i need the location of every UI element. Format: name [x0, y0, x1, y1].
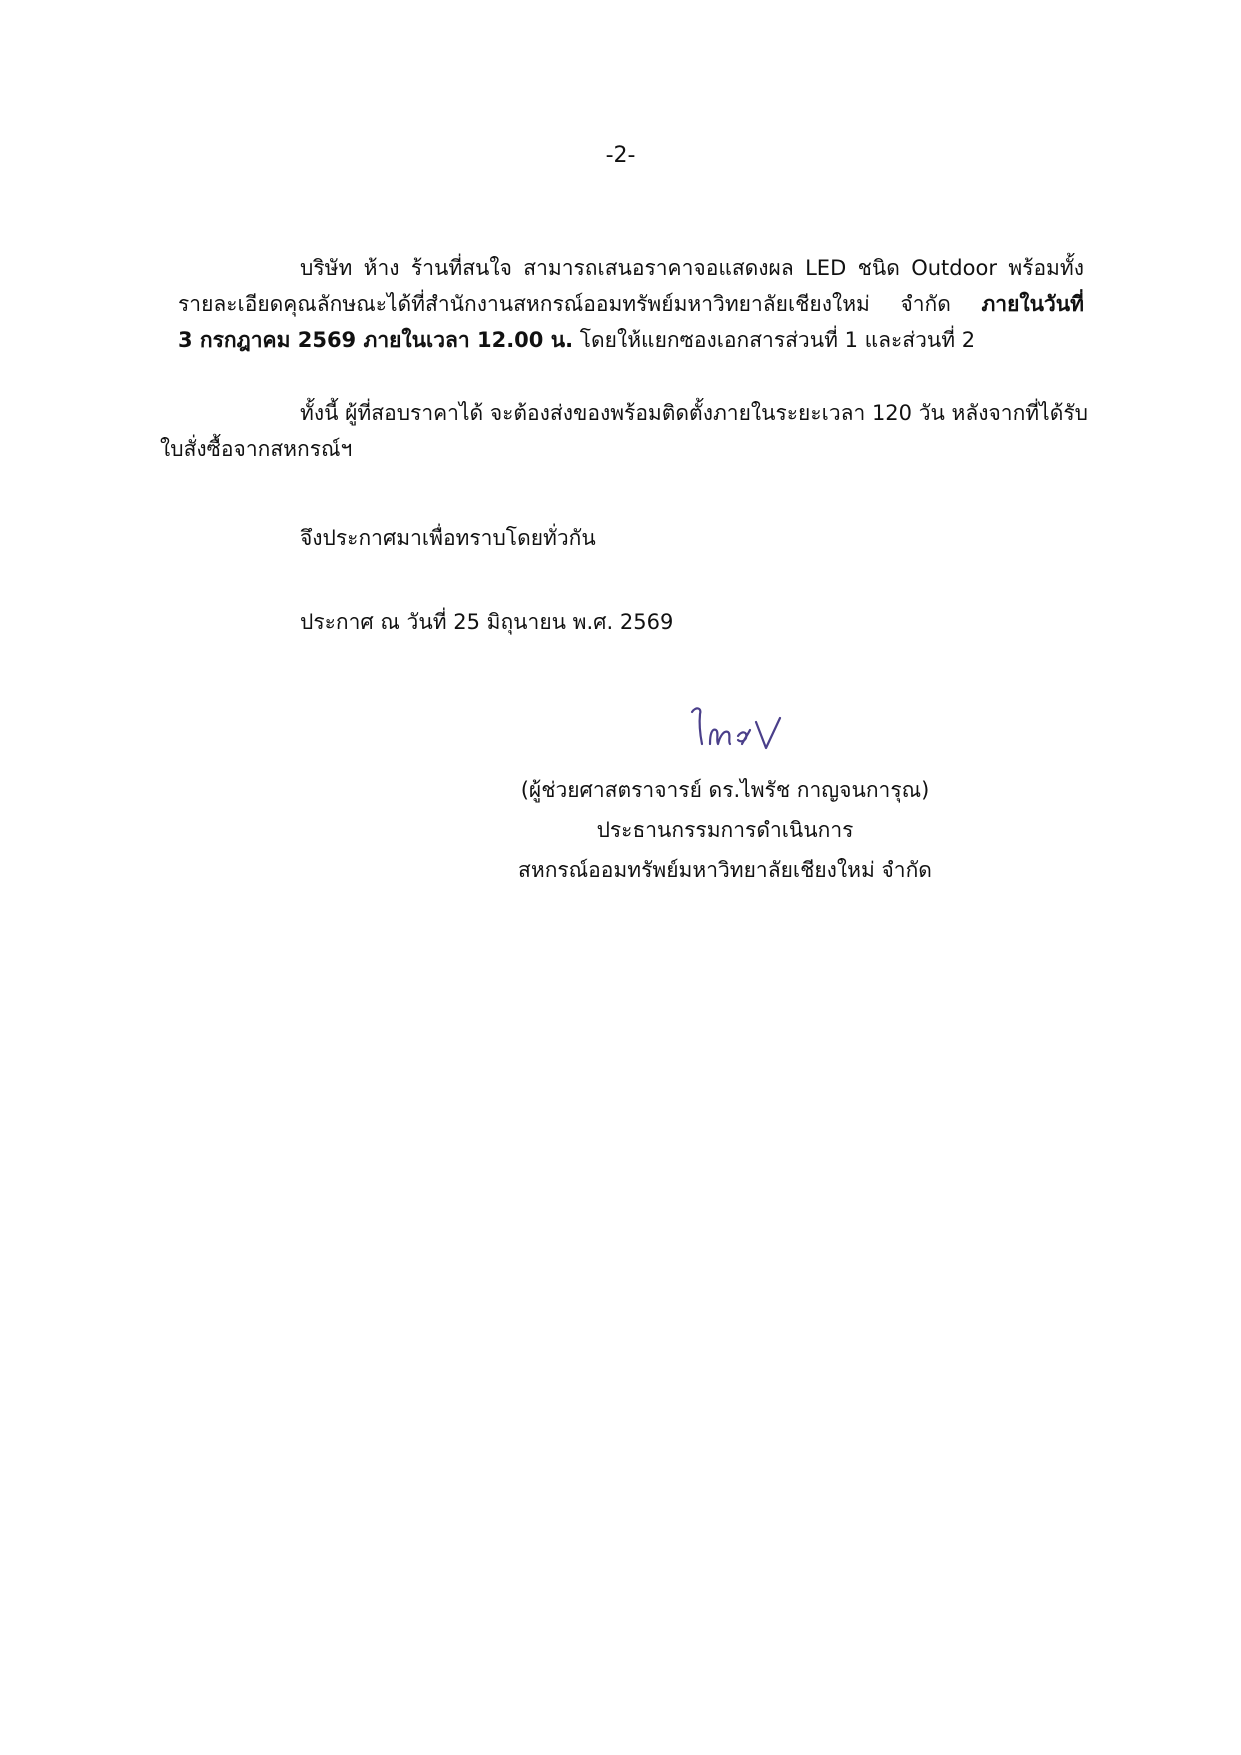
signer-organization: สหกรณ์ออมทรัพย์มหาวิทยาลัยเชียงใหม่ จำกัด — [518, 858, 932, 882]
deadline-date-text: 3 กรกฎาคม 2569 ภายในเวลา 12.00 น. — [178, 328, 574, 352]
deadline-text: ภายในวันที่ — [981, 292, 1084, 316]
paragraph-delivery-terms — [160, 395, 1088, 467]
paragraph-line — [178, 322, 1084, 358]
page-number: -2- — [605, 143, 636, 168]
paragraph-text: รายละเอียดคุณลักษณะได้ที่สำนักงานสหกรณ์ออมทรัพย์มหาวิทยาลัยเชียงใหม่ จำกัด — [178, 292, 982, 316]
signer-position: ประธานกรรมการดำเนินการ — [596, 818, 854, 842]
paragraph-line — [178, 286, 1084, 322]
paragraph-line: บริษัท ห้าง ร้านที่สนใจ สามารถเสนอราคาจอแสดงผล LED ชนิด Outdoor พร้อมทั้ง — [300, 256, 1084, 280]
paragraph-line: ทั้งนี้ ผู้ที่สอบราคาได้ จะต้องส่งของพร้อมติดตั้งภายในระยะเวลา 120 วัน หลังจากที่ได้รับ — [300, 401, 1088, 425]
handwritten-signature — [686, 700, 796, 760]
announcement-date: ประกาศ ณ วันที่ 25 มิถุนายน พ.ศ. 2569 — [300, 610, 674, 634]
paragraph-submission-details — [178, 250, 1084, 358]
paragraph-text: โดยให้แยกซองเอกสารส่วนที่ 1 และส่วนที่ 2 — [573, 328, 976, 352]
signer-block — [500, 770, 950, 890]
announcement-text: จึงประกาศมาเพื่อทราบโดยทั่วกัน — [300, 526, 596, 550]
paragraph-line: ใบสั่งซื้อจากสหกรณ์ฯ — [160, 437, 353, 461]
signer-name: (ผู้ช่วยศาสตราจารย์ ดร.ไพรัช กาญจนการุณ) — [520, 778, 930, 802]
signature-strokes — [692, 708, 780, 748]
